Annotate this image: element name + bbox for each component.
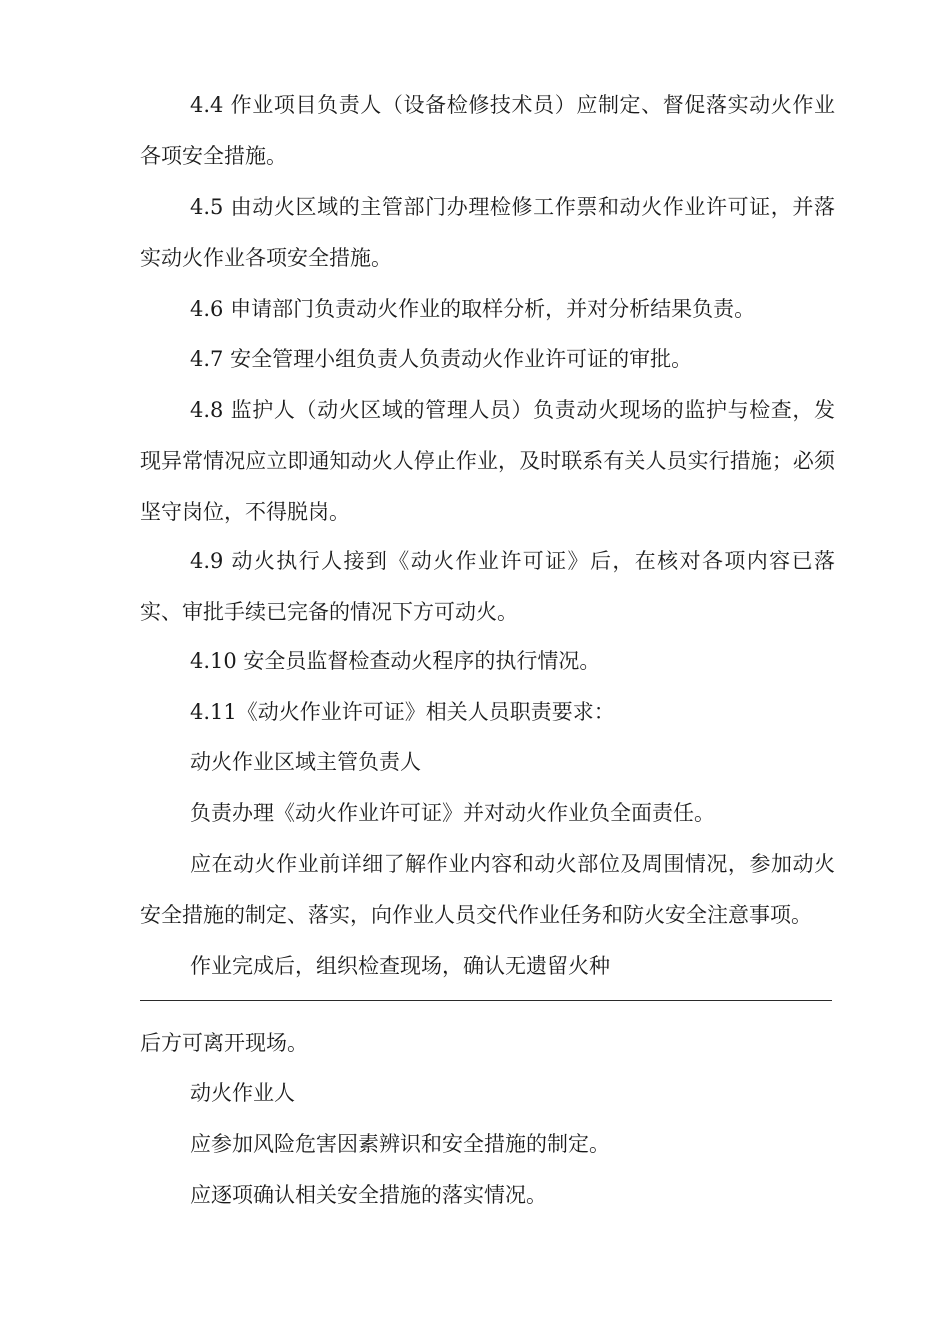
paragraph-4-7: 4.7 安全管理小组负责人负责动火作业许可证的审批。 bbox=[190, 347, 693, 371]
paragraph-4-4: 4.4 作业项目负责人（设备检修技术员）应制定、督促落实动火作业各项安全措施。 bbox=[140, 93, 835, 168]
worker-duty-2: 应逐项确认相关安全措施的落实情况。 bbox=[190, 1183, 547, 1207]
worker-heading: 动火作业人 bbox=[190, 1081, 295, 1105]
paragraph-4-6: 4.6 申请部门负责动火作业的取样分析，并对分析结果负责。 bbox=[190, 297, 756, 321]
supervisor-duty-1: 负责办理《动火作业许可证》并对动火作业负全面责任。 bbox=[190, 801, 715, 825]
supervisor-duty-3-part2: 后方可离开现场。 bbox=[140, 1031, 308, 1055]
paragraph-4-8: 4.8 监护人（动火区域的管理人员）负责动火现场的监护与检查，发现异常情况应立即通知动火人停止作业，及时联系有关人员实行措施；必须坚守岗位，不得脱岗。 bbox=[140, 398, 835, 524]
paragraph-4-10: 4.10 安全员监督检查动火程序的执行情况。 bbox=[190, 649, 601, 673]
supervisor-duty-2: 应在动火作业前详细了解作业内容和动火部位及周围情况，参加动火安全措施的制定、落实，向作业人员交代作业任务和防火安全注意事项。 bbox=[140, 852, 835, 927]
worker-duty-1: 应参加风险危害因素辨识和安全措施的制定。 bbox=[190, 1132, 610, 1156]
supervisor-duty-3-part1: 作业完成后，组织检查现场，确认无遗留火种 bbox=[190, 954, 610, 978]
page-divider bbox=[140, 1000, 832, 1001]
paragraph-4-11: 4.11《动火作业许可证》相关人员职责要求： bbox=[190, 700, 615, 724]
supervisor-heading: 动火作业区域主管负责人 bbox=[190, 750, 421, 774]
paragraph-4-5: 4.5 由动火区域的主管部门办理检修工作票和动火作业许可证，并落实动火作业各项安全措施。 bbox=[140, 195, 835, 270]
paragraph-4-9: 4.9 动火执行人接到《动火作业许可证》后，在核对各项内容已落实、审批手续已完备的情况下方可动火。 bbox=[140, 549, 835, 624]
